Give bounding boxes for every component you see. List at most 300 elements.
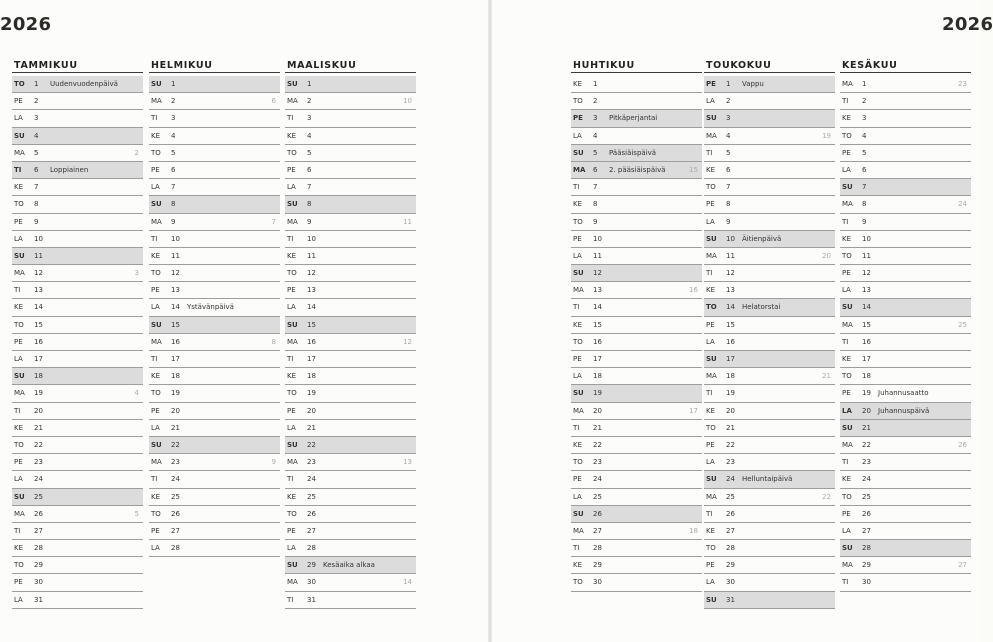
day-date: 27 xyxy=(593,526,602,535)
day-row xyxy=(571,471,702,488)
day-row xyxy=(285,334,416,351)
day-date: 24 xyxy=(171,475,180,484)
day-name: SU xyxy=(706,355,717,363)
day-row xyxy=(840,351,971,368)
day-row xyxy=(840,110,971,127)
day-row xyxy=(840,368,971,385)
day-date: 17 xyxy=(862,355,871,363)
day-row xyxy=(149,334,280,351)
day-row xyxy=(571,110,702,127)
day-date: 3 xyxy=(34,114,39,123)
day-date: 14 xyxy=(593,303,602,312)
day-name: TI xyxy=(287,595,294,604)
day-row xyxy=(12,334,143,351)
day-date: 15 xyxy=(593,320,602,329)
day-name: LA xyxy=(573,131,582,140)
day-row xyxy=(285,523,416,540)
day-name: PE xyxy=(287,406,296,415)
day-name: PE xyxy=(14,337,23,346)
day-name: TI xyxy=(573,544,580,553)
day-name: KE xyxy=(151,251,161,260)
day-date: 7 xyxy=(726,183,731,192)
day-date: 22 xyxy=(34,440,43,449)
day-name: TO xyxy=(287,269,297,278)
day-date: 5 xyxy=(171,148,176,157)
day-date: 2 xyxy=(307,97,312,106)
day-row xyxy=(704,420,835,437)
day-row xyxy=(285,162,416,179)
day-row xyxy=(149,248,280,265)
day-date: 29 xyxy=(34,561,43,570)
day-row xyxy=(285,592,416,609)
day-name: LA xyxy=(287,303,296,312)
day-name: TI xyxy=(14,406,21,415)
day-name: LA xyxy=(14,355,23,363)
day-row xyxy=(285,231,416,248)
day-row xyxy=(704,265,835,282)
day-row xyxy=(704,574,835,591)
day-date: 29 xyxy=(726,561,735,570)
day-name: KE xyxy=(14,423,24,432)
day-date: 21 xyxy=(862,423,871,432)
day-row xyxy=(12,162,143,179)
day-date: 25 xyxy=(34,492,43,501)
day-name: MA xyxy=(573,165,586,174)
day-name: MA xyxy=(287,458,298,467)
day-row xyxy=(149,489,280,506)
day-name: MA xyxy=(14,509,25,518)
week-number: 20 xyxy=(822,251,831,260)
day-date: 28 xyxy=(34,544,43,553)
month-column xyxy=(285,59,416,609)
day-list xyxy=(840,76,971,592)
month-column xyxy=(571,59,702,592)
day-date: 30 xyxy=(862,578,871,587)
day-row xyxy=(149,471,280,488)
day-row xyxy=(12,299,143,316)
day-date: 10 xyxy=(171,234,180,243)
day-date: 19 xyxy=(593,389,602,398)
day-name: MA xyxy=(14,269,25,278)
day-row xyxy=(571,574,702,591)
day-row xyxy=(571,454,702,471)
day-row xyxy=(285,437,416,454)
day-row xyxy=(12,145,143,162)
day-row xyxy=(149,403,280,420)
day-row xyxy=(285,506,416,523)
day-date: 9 xyxy=(34,217,39,226)
day-name: MA xyxy=(151,97,162,106)
day-row xyxy=(12,523,143,540)
day-date: 9 xyxy=(593,217,598,226)
day-date: 16 xyxy=(171,337,180,346)
day-row xyxy=(12,489,143,506)
day-list xyxy=(571,76,702,592)
day-date: 14 xyxy=(171,303,180,312)
day-row xyxy=(840,420,971,437)
day-date: 29 xyxy=(307,561,316,570)
day-row xyxy=(571,282,702,299)
day-row xyxy=(571,248,702,265)
day-row xyxy=(12,454,143,471)
holiday-label: Ystävänpäivä xyxy=(187,303,234,312)
day-date: 14 xyxy=(726,303,735,312)
day-date: 4 xyxy=(171,131,176,140)
day-date: 17 xyxy=(593,355,602,363)
day-date: 6 xyxy=(726,165,731,174)
day-date: 3 xyxy=(593,114,598,123)
day-row xyxy=(149,299,280,316)
day-date: 15 xyxy=(726,320,735,329)
day-row xyxy=(285,317,416,334)
day-name: LA xyxy=(14,114,23,123)
day-row xyxy=(571,299,702,316)
week-number: 18 xyxy=(689,526,698,535)
day-row xyxy=(149,437,280,454)
day-date: 8 xyxy=(171,200,176,209)
day-name: MA xyxy=(842,561,853,570)
day-row xyxy=(704,282,835,299)
day-row xyxy=(285,403,416,420)
day-name: TO xyxy=(842,251,852,260)
day-date: 1 xyxy=(307,80,312,88)
day-name: PE xyxy=(706,320,715,329)
day-name: SU xyxy=(287,440,298,449)
day-row xyxy=(571,128,702,145)
day-date: 16 xyxy=(726,337,735,346)
day-name: PE xyxy=(706,80,716,88)
day-date: 25 xyxy=(862,492,871,501)
day-name: KE xyxy=(287,251,297,260)
day-date: 4 xyxy=(593,131,598,140)
day-date: 7 xyxy=(171,183,176,192)
day-date: 6 xyxy=(862,165,867,174)
day-name: TO xyxy=(842,131,852,140)
day-name: TI xyxy=(706,269,713,278)
day-name: LA xyxy=(842,406,852,415)
right-page xyxy=(492,0,993,642)
month-column xyxy=(840,59,971,592)
day-name: KE xyxy=(14,544,24,553)
day-row xyxy=(12,368,143,385)
day-name: SU xyxy=(842,544,853,553)
day-date: 4 xyxy=(34,131,39,140)
week-number: 10 xyxy=(403,97,412,106)
day-date: 13 xyxy=(726,286,735,295)
day-row xyxy=(149,231,280,248)
day-row xyxy=(840,574,971,591)
day-name: MA xyxy=(842,440,853,449)
day-name: LA xyxy=(287,544,296,553)
day-name: TO xyxy=(706,183,716,192)
day-name: MA xyxy=(706,492,717,501)
day-name: KE xyxy=(842,475,852,484)
day-date: 30 xyxy=(593,578,602,587)
day-name: KE xyxy=(842,234,852,243)
day-row xyxy=(704,403,835,420)
day-date: 15 xyxy=(307,320,316,329)
day-date: 28 xyxy=(171,544,180,553)
day-row xyxy=(149,420,280,437)
day-name: KE xyxy=(151,372,161,381)
day-row xyxy=(840,471,971,488)
day-date: 31 xyxy=(34,595,43,604)
day-row xyxy=(285,454,416,471)
day-name: LA xyxy=(706,458,715,467)
day-row xyxy=(285,420,416,437)
day-name: TO xyxy=(287,509,297,518)
day-name: TO xyxy=(14,200,24,209)
holiday-label: Helatorstai xyxy=(742,303,781,312)
day-row xyxy=(840,265,971,282)
week-number: 23 xyxy=(958,80,967,88)
day-name: PE xyxy=(573,355,582,363)
week-number: 16 xyxy=(689,286,698,295)
day-name: LA xyxy=(14,595,23,604)
day-row xyxy=(840,454,971,471)
day-date: 7 xyxy=(593,183,598,192)
day-name: PE xyxy=(842,389,851,398)
day-name: SU xyxy=(706,595,717,604)
day-list xyxy=(149,76,280,557)
day-row xyxy=(12,248,143,265)
day-name: MA xyxy=(287,578,298,587)
day-row xyxy=(285,282,416,299)
day-name: MA xyxy=(842,80,853,88)
day-date: 9 xyxy=(726,217,731,226)
day-date: 31 xyxy=(307,595,316,604)
day-date: 20 xyxy=(862,406,871,415)
day-row xyxy=(704,557,835,574)
day-name: SU xyxy=(706,475,717,484)
day-date: 2 xyxy=(726,97,731,106)
day-row xyxy=(704,385,835,402)
day-row xyxy=(840,76,971,93)
day-date: 11 xyxy=(593,251,602,260)
day-date: 8 xyxy=(726,200,731,209)
day-date: 13 xyxy=(171,286,180,295)
day-row xyxy=(571,162,702,179)
day-row xyxy=(12,420,143,437)
day-name: TI xyxy=(287,355,294,363)
day-name: TI xyxy=(706,148,713,157)
day-name: LA xyxy=(151,303,160,312)
day-row xyxy=(840,93,971,110)
week-number: 11 xyxy=(403,217,412,226)
day-row xyxy=(840,403,971,420)
day-name: TO xyxy=(14,80,25,88)
day-row xyxy=(704,231,835,248)
day-name: SU xyxy=(151,200,162,209)
day-name: PE xyxy=(706,200,715,209)
day-name: SU xyxy=(287,200,298,209)
day-date: 18 xyxy=(171,372,180,381)
day-date: 26 xyxy=(34,509,43,518)
day-name: PE xyxy=(842,269,851,278)
day-name: TO xyxy=(151,389,161,398)
day-date: 16 xyxy=(307,337,316,346)
day-row xyxy=(571,265,702,282)
day-date: 24 xyxy=(862,475,871,484)
day-date: 5 xyxy=(307,148,312,157)
year-title: 2026 xyxy=(942,14,993,35)
holiday-label: Helluntaipäivä xyxy=(742,475,793,484)
week-number: 22 xyxy=(822,492,831,501)
day-row xyxy=(149,110,280,127)
day-date: 20 xyxy=(171,406,180,415)
day-name: SU xyxy=(151,320,162,329)
day-row xyxy=(285,179,416,196)
day-name: LA xyxy=(842,286,851,295)
day-date: 11 xyxy=(862,251,871,260)
month-title: TOUKOKUU xyxy=(704,59,835,73)
day-row xyxy=(571,351,702,368)
day-name: MA xyxy=(573,526,584,535)
day-date: 19 xyxy=(862,389,871,398)
day-list xyxy=(704,76,835,609)
day-name: PE xyxy=(842,509,851,518)
day-date: 11 xyxy=(307,251,316,260)
day-row xyxy=(285,145,416,162)
day-row xyxy=(704,299,835,316)
day-date: 9 xyxy=(862,217,867,226)
day-name: TO xyxy=(151,509,161,518)
day-row xyxy=(285,540,416,557)
day-name: LA xyxy=(573,492,582,501)
day-date: 15 xyxy=(34,320,43,329)
day-name: LA xyxy=(151,183,160,192)
day-row xyxy=(149,145,280,162)
day-date: 9 xyxy=(307,217,312,226)
day-row xyxy=(840,214,971,231)
day-name: TI xyxy=(573,423,580,432)
day-name: MA xyxy=(842,200,853,209)
day-date: 13 xyxy=(34,286,43,295)
day-name: SU xyxy=(14,372,25,381)
day-name: PE xyxy=(706,440,715,449)
day-date: 10 xyxy=(862,234,871,243)
day-date: 5 xyxy=(593,148,598,157)
day-row xyxy=(12,317,143,334)
day-date: 23 xyxy=(34,458,43,467)
day-name: PE xyxy=(706,561,715,570)
day-date: 2 xyxy=(34,97,39,106)
day-name: PE xyxy=(151,526,160,535)
day-name: SU xyxy=(151,80,162,88)
day-name: TI xyxy=(14,526,21,535)
day-name: TI xyxy=(573,183,580,192)
day-date: 18 xyxy=(34,372,43,381)
holiday-label: Äitienpäivä xyxy=(742,234,782,243)
month-title: KESÄKUU xyxy=(840,59,971,73)
week-number: 15 xyxy=(689,165,698,174)
day-name: KE xyxy=(287,372,297,381)
day-date: 1 xyxy=(34,80,39,88)
day-name: MA xyxy=(287,337,298,346)
month-column xyxy=(12,59,143,609)
day-date: 13 xyxy=(862,286,871,295)
day-row xyxy=(149,76,280,93)
day-name: PE xyxy=(14,458,23,467)
day-name: SU xyxy=(287,80,298,88)
day-date: 21 xyxy=(171,423,180,432)
day-row xyxy=(149,128,280,145)
holiday-label: Pääsiäispäivä xyxy=(609,148,657,157)
day-row xyxy=(840,179,971,196)
day-date: 1 xyxy=(593,80,598,88)
day-date: 17 xyxy=(171,355,180,363)
day-name: SU xyxy=(14,251,25,260)
day-row xyxy=(571,93,702,110)
day-name: TO xyxy=(287,148,297,157)
day-date: 27 xyxy=(171,526,180,535)
day-date: 19 xyxy=(34,389,43,398)
day-date: 20 xyxy=(593,406,602,415)
day-row xyxy=(840,248,971,265)
day-name: SU xyxy=(151,440,162,449)
day-date: 2 xyxy=(593,97,598,106)
day-name: SU xyxy=(14,492,25,501)
month-column xyxy=(704,59,835,609)
day-name: PE xyxy=(573,475,582,484)
day-date: 7 xyxy=(34,183,39,192)
day-row xyxy=(704,248,835,265)
day-date: 28 xyxy=(307,544,316,553)
day-name: LA xyxy=(706,97,715,106)
day-name: PE xyxy=(573,234,582,243)
week-number: 7 xyxy=(271,217,276,226)
day-row xyxy=(285,214,416,231)
week-number: 6 xyxy=(271,97,276,106)
day-name: TI xyxy=(842,97,849,106)
day-name: LA xyxy=(573,372,582,381)
day-date: 8 xyxy=(34,200,39,209)
day-date: 21 xyxy=(34,423,43,432)
day-row xyxy=(285,299,416,316)
day-row xyxy=(12,282,143,299)
month-title: HUHTIKUU xyxy=(571,59,702,73)
day-date: 16 xyxy=(593,337,602,346)
day-row xyxy=(704,110,835,127)
day-row xyxy=(285,471,416,488)
day-name: LA xyxy=(151,423,160,432)
day-date: 6 xyxy=(307,165,312,174)
day-row xyxy=(704,540,835,557)
day-row xyxy=(12,506,143,523)
day-row xyxy=(149,179,280,196)
day-date: 30 xyxy=(34,578,43,587)
day-name: MA xyxy=(14,148,25,157)
day-row xyxy=(704,489,835,506)
week-number: 5 xyxy=(134,509,139,518)
day-row xyxy=(285,489,416,506)
day-name: LA xyxy=(842,526,851,535)
day-row xyxy=(840,162,971,179)
day-name: SU xyxy=(842,303,853,312)
day-date: 6 xyxy=(171,165,176,174)
day-date: 22 xyxy=(726,440,735,449)
day-date: 24 xyxy=(34,475,43,484)
day-name: KE xyxy=(573,440,583,449)
day-name: TI xyxy=(842,217,849,226)
day-row xyxy=(12,265,143,282)
day-date: 12 xyxy=(34,269,43,278)
week-number: 3 xyxy=(134,269,139,278)
day-date: 22 xyxy=(307,440,316,449)
day-row xyxy=(149,162,280,179)
day-date: 22 xyxy=(593,440,602,449)
day-row xyxy=(704,334,835,351)
